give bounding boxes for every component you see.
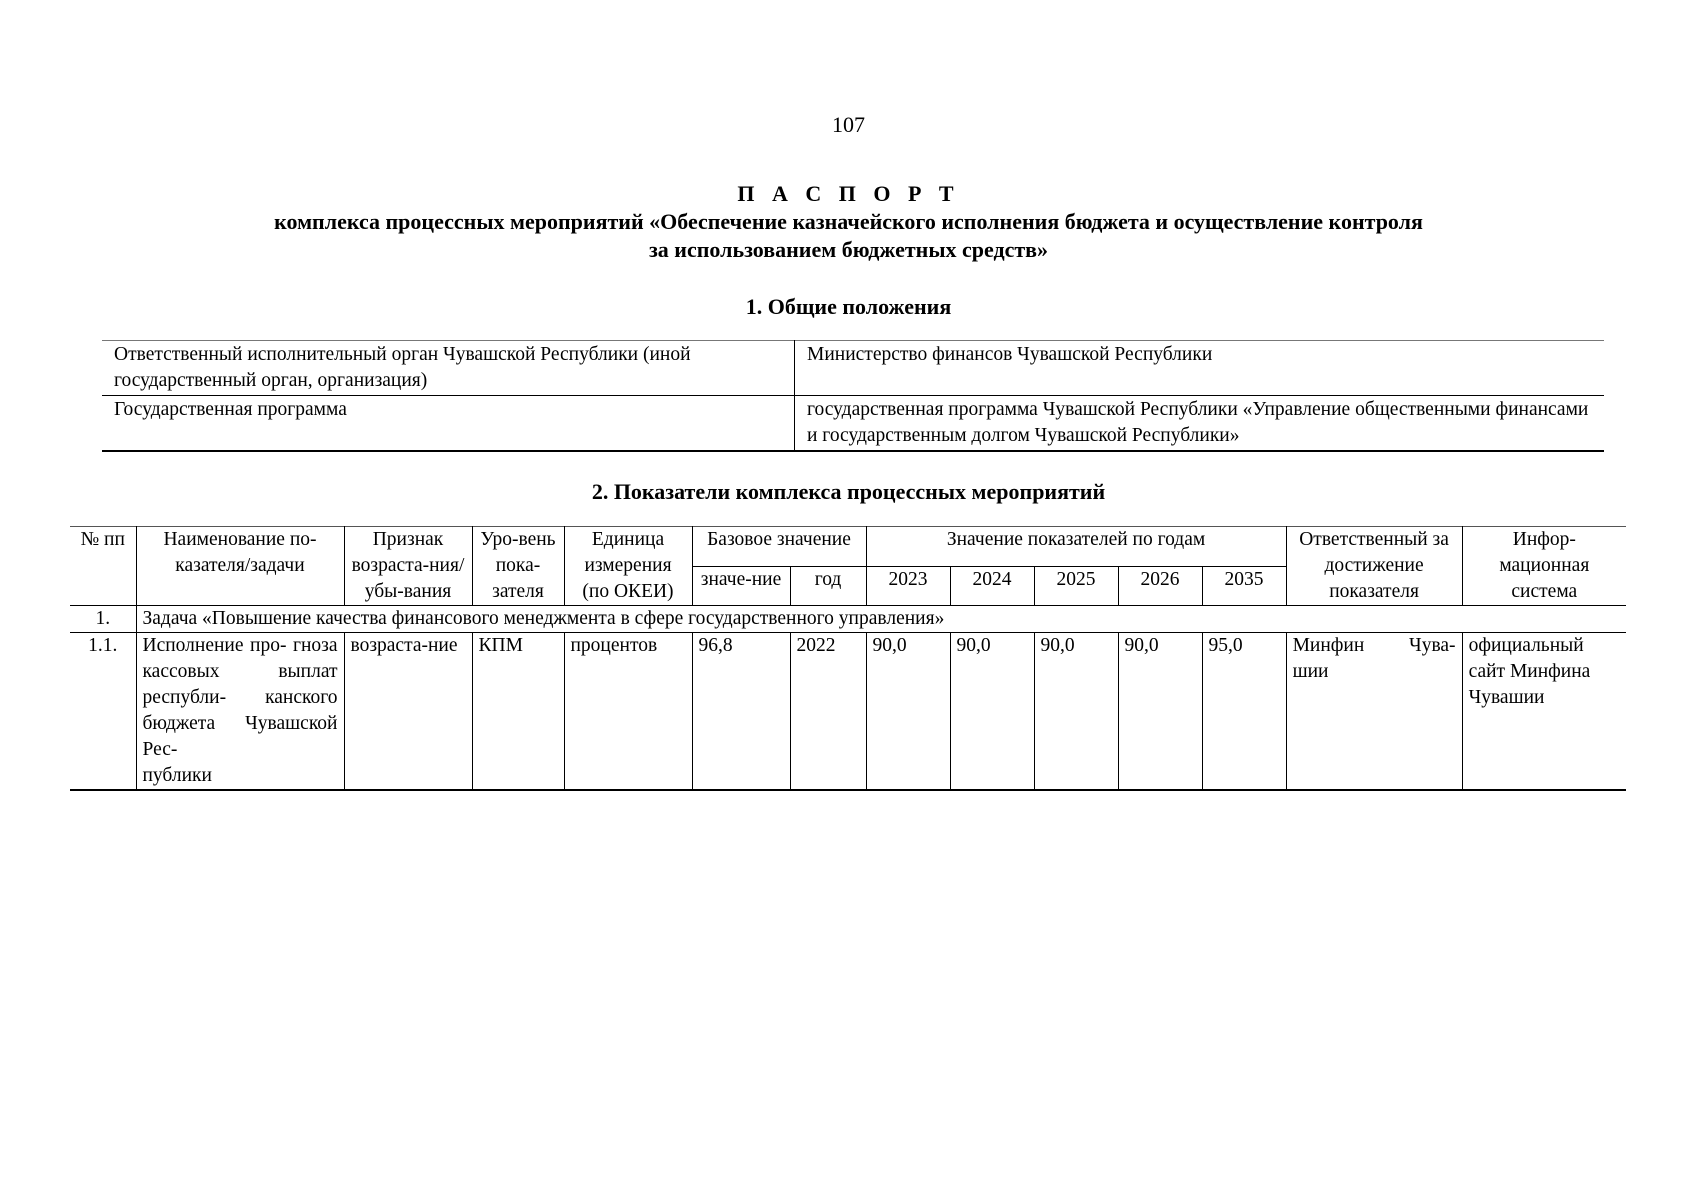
indicator-base-value: 96,8: [692, 633, 790, 791]
header-unit: Единица измерения (по ОКЕИ): [564, 527, 692, 606]
indicator-responsible: [1286, 633, 1462, 791]
indicator-name-line: выплат республи-: [142, 661, 338, 708]
header-year: 2026: [1118, 566, 1202, 606]
responsible-line: Минфин Чува-: [1292, 635, 1456, 656]
title-line-1: П А С П О Р Т: [737, 181, 960, 206]
header-name: Наименование по-казателя/задачи: [136, 527, 344, 606]
indicator-year-value: 90,0: [950, 633, 1034, 791]
table-row: [70, 633, 1626, 791]
indicator-level: КПМ: [472, 633, 564, 791]
general-label: Ответственный исполнительный орган Чувашской Республики (иной государственный орган, организация): [102, 341, 795, 396]
header-by-years: Значение показателей по годам: [866, 527, 1286, 567]
header-base-value: значе-ние: [692, 566, 790, 606]
header-base-year: год: [790, 566, 866, 606]
page-number: 107: [832, 112, 865, 137]
header-year: 2035: [1202, 566, 1286, 606]
title-line-2: комплекса процессных мероприятий «Обеспечение казначейского исполнения бюджета и осуществление контроля: [274, 209, 1423, 234]
row-num: 1.1.: [70, 633, 136, 791]
header-year: 2025: [1034, 566, 1118, 606]
indicator-unit: процентов: [564, 633, 692, 791]
indicator-year-value: 90,0: [1118, 633, 1202, 791]
indicator-year-value: 90,0: [866, 633, 950, 791]
indicator-name-line: публики: [142, 765, 212, 786]
header-info-system: Инфор-мационная система: [1462, 527, 1626, 606]
header-year: 2023: [866, 566, 950, 606]
header-responsible: Ответственный за достижение показателя: [1286, 527, 1462, 606]
general-value: Министерство финансов Чувашской Республики: [795, 341, 1605, 396]
header-level: Уро-вень пока-зателя: [472, 527, 564, 606]
general-label: Государственная программа: [102, 396, 795, 452]
section-1-heading: 1. Общие положения: [745, 294, 952, 319]
indicator-name-line: Чувашской Рес-: [142, 713, 338, 760]
header-sign: Признак возраста-ния/убы-вания: [344, 527, 472, 606]
indicator-name-line: канского бюджета: [142, 687, 338, 734]
passport-title: [0, 180, 1697, 264]
indicator-name-line: Исполнение про-: [142, 635, 287, 656]
indicators-table: [70, 526, 1626, 791]
general-value: государственная программа Чувашской Республики «Управление общественными финансами и государственным долгом Чувашской Республики»: [795, 396, 1605, 452]
indicator-year-value: 95,0: [1202, 633, 1286, 791]
general-provisions-table: [102, 340, 1604, 452]
task-text: Задача «Повышение качества финансового менеджмента в сфере государственного управления»: [136, 606, 1626, 633]
indicator-year-value: 90,0: [1034, 633, 1118, 791]
section-2-heading: 2. Показатели комплекса процессных мероприятий: [591, 479, 1106, 504]
indicator-name: [136, 633, 344, 791]
indicator-sign: возраста-ние: [344, 633, 472, 791]
header-base: Базовое значение: [692, 527, 866, 567]
table-row: [102, 396, 1604, 452]
header-num: № пп: [70, 527, 136, 606]
indicator-base-year: 2022: [790, 633, 866, 791]
responsible-line: шии: [1292, 661, 1329, 682]
indicator-name-line: гноза кассовых: [142, 635, 338, 682]
header-year: 2024: [950, 566, 1034, 606]
table-row: [102, 341, 1604, 396]
table-header-row: [70, 527, 1626, 567]
task-num: 1.: [70, 606, 136, 633]
title-line-3: за использованием бюджетных средств»: [648, 237, 1049, 262]
task-row: [70, 606, 1626, 633]
indicator-info-system: официальный сайт Минфина Чувашии: [1462, 633, 1626, 791]
